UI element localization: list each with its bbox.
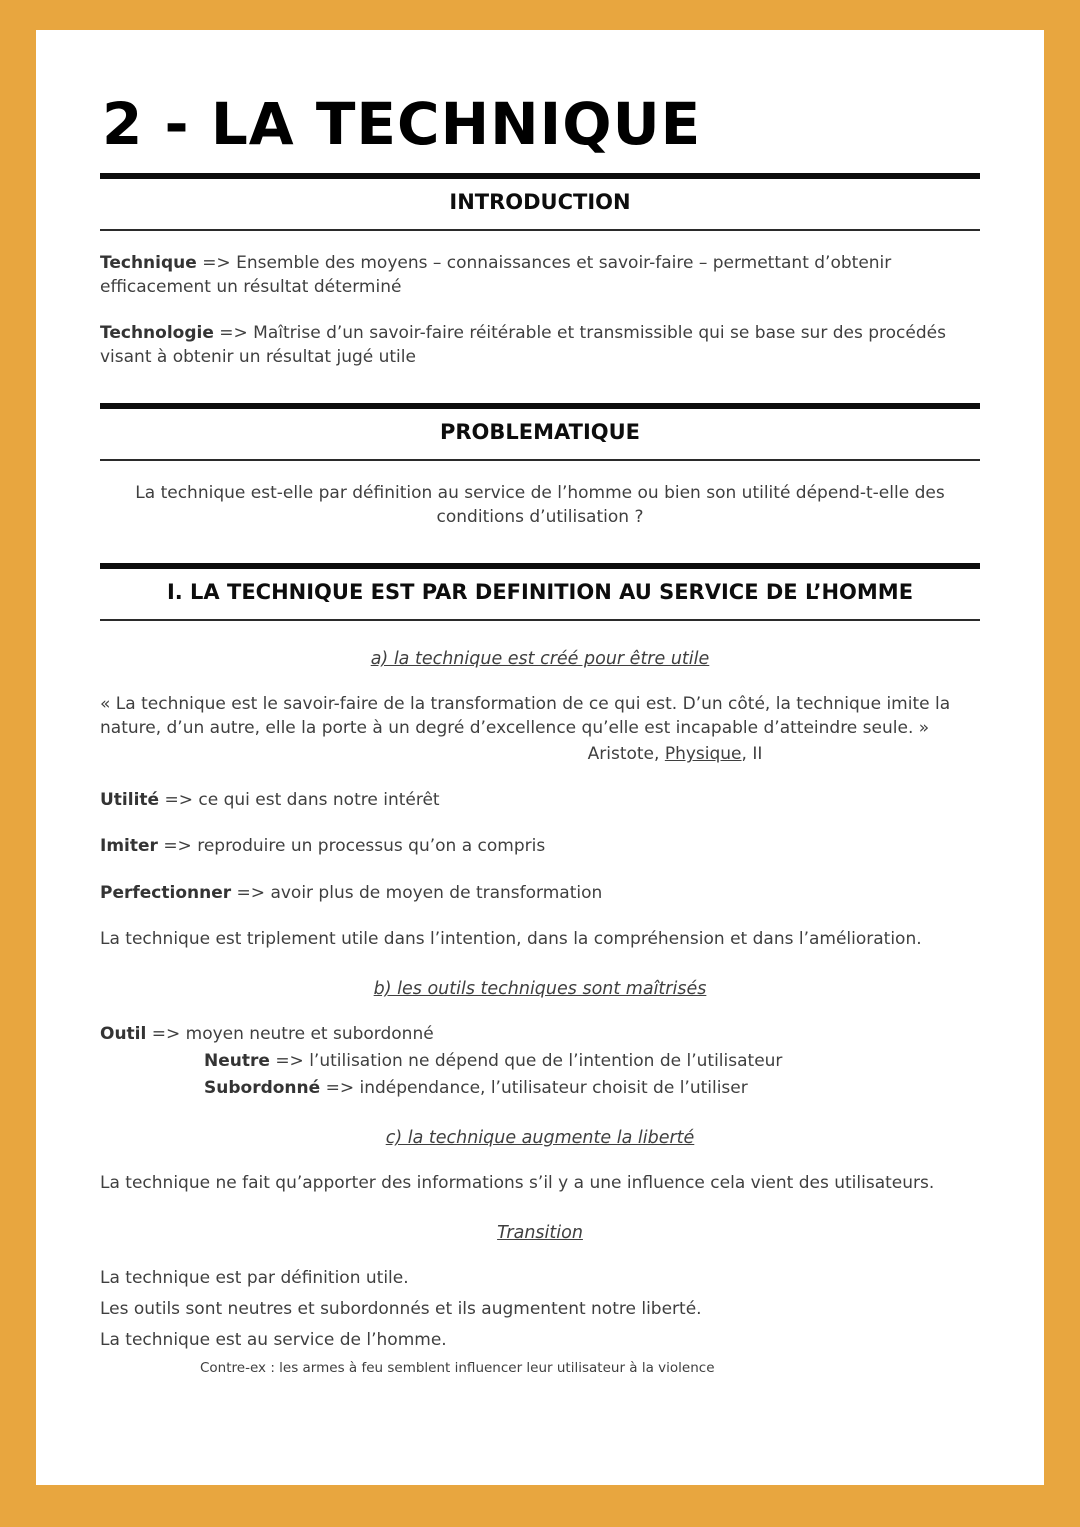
definition-utilite — [100, 788, 980, 812]
problematique-question: La technique est-elle par définition au service de l’homme ou bien son utilité dépend-t-elle des conditions d’utilisation ? — [135, 483, 945, 528]
section-heading-problematique-label: PROBLEMATIQUE — [439, 420, 641, 445]
section-heading-introduction-label: INTRODUCTION — [449, 189, 631, 214]
definition-outil-text: => moyen neutre et subordonné — [151, 1023, 434, 1044]
transition-line-1: La technique est par définition utile. — [100, 1267, 409, 1288]
quote-attribution-rest: , II — [741, 744, 763, 765]
page-content — [98, 90, 982, 1378]
section-heading-part1-label: I. LA TECHNIQUE EST PAR DEFINITION AU SERVICE DE L’HOMME — [166, 580, 914, 605]
definition-subordonne-text: => indépendance, l’utilisateur choisit de l’utiliser — [325, 1077, 748, 1098]
counter-example-note: Contre-ex : les armes à feu semblent influencer leur utilisateur à la violence — [200, 1360, 715, 1377]
definition-outil — [100, 1022, 980, 1046]
subsection-heading-b: b) les outils techniques sont maîtrisés — [373, 978, 707, 999]
definition-technique-text: => Ensemble des moyens – connaissances et savoir-faire – permettant d’obtenir efficacement un résultat déterminé — [100, 252, 892, 297]
definition-technologie-text: => Maîtrise d’un savoir-faire réitérable et transmissible qui se base sur des procédés visant à obtenir un résultat jugé utile — [100, 322, 946, 368]
section-heading-part1 — [100, 563, 980, 621]
subsection-heading-a: a) la technique est créé pour être utile — [370, 649, 710, 670]
subsection-heading-c: c) la technique augmente la liberté — [385, 1128, 695, 1149]
definition-neutre — [204, 1049, 980, 1073]
definition-imiter-term: Imiter — [100, 836, 158, 857]
definition-neutre-text: => l’utilisation ne dépend que de l’intention de l’utilisateur — [275, 1050, 783, 1071]
definition-utilite-term: Utilité — [100, 790, 160, 811]
transition-heading: Transition — [497, 1222, 583, 1243]
aristotle-quote: « La technique est le savoir-faire de la transformation de ce qui est. D’un côté, la technique imite la nature, d’un autre, elle la porte à un degré d’excellence qu’elle est incapable d’atteindre seule. » — [100, 693, 951, 739]
definition-perfectionner-text: => avoir plus de moyen de transformation — [236, 882, 603, 903]
definition-subordonne-term: Subordonné — [204, 1077, 321, 1098]
definition-imiter — [100, 834, 980, 858]
definition-technique-term: Technique — [100, 252, 197, 273]
definition-technologie — [100, 321, 980, 369]
page-title: 2 - LA TECHNIQUE — [102, 90, 702, 158]
section-heading-problematique — [100, 403, 980, 461]
quote-attribution-author: Aristote, — [587, 744, 660, 765]
sub-c-text: La technique ne fait qu’apporter des informations s’il y a une influence cela vient des utilisateurs. — [100, 1172, 935, 1193]
definition-perfectionner-term: Perfectionner — [100, 882, 232, 903]
definition-neutre-term: Neutre — [204, 1050, 270, 1071]
definition-technologie-term: Technologie — [100, 322, 214, 343]
quote-attribution — [100, 742, 980, 766]
definition-perfectionner — [100, 881, 980, 905]
sub-a-conclusion: La technique est triplement utile dans l’intention, dans la compréhension et dans l’amélioration. — [100, 928, 922, 949]
quote-attribution-work: Physique — [664, 744, 742, 765]
definition-imiter-text: => reproduire un processus qu’on a compris — [163, 836, 546, 857]
transition-line-3: La technique est au service de l’homme. — [100, 1330, 447, 1351]
section-heading-introduction — [100, 173, 980, 231]
page-sheet — [36, 30, 1044, 1485]
definition-outil-term: Outil — [100, 1023, 147, 1044]
transition-line-2: Les outils sont neutres et subordonnés et ils augmentent notre liberté. — [100, 1298, 702, 1319]
definition-technique — [100, 251, 980, 299]
definition-utilite-text: => ce qui est dans notre intérêt — [164, 790, 440, 811]
definition-subordonne — [204, 1076, 980, 1100]
